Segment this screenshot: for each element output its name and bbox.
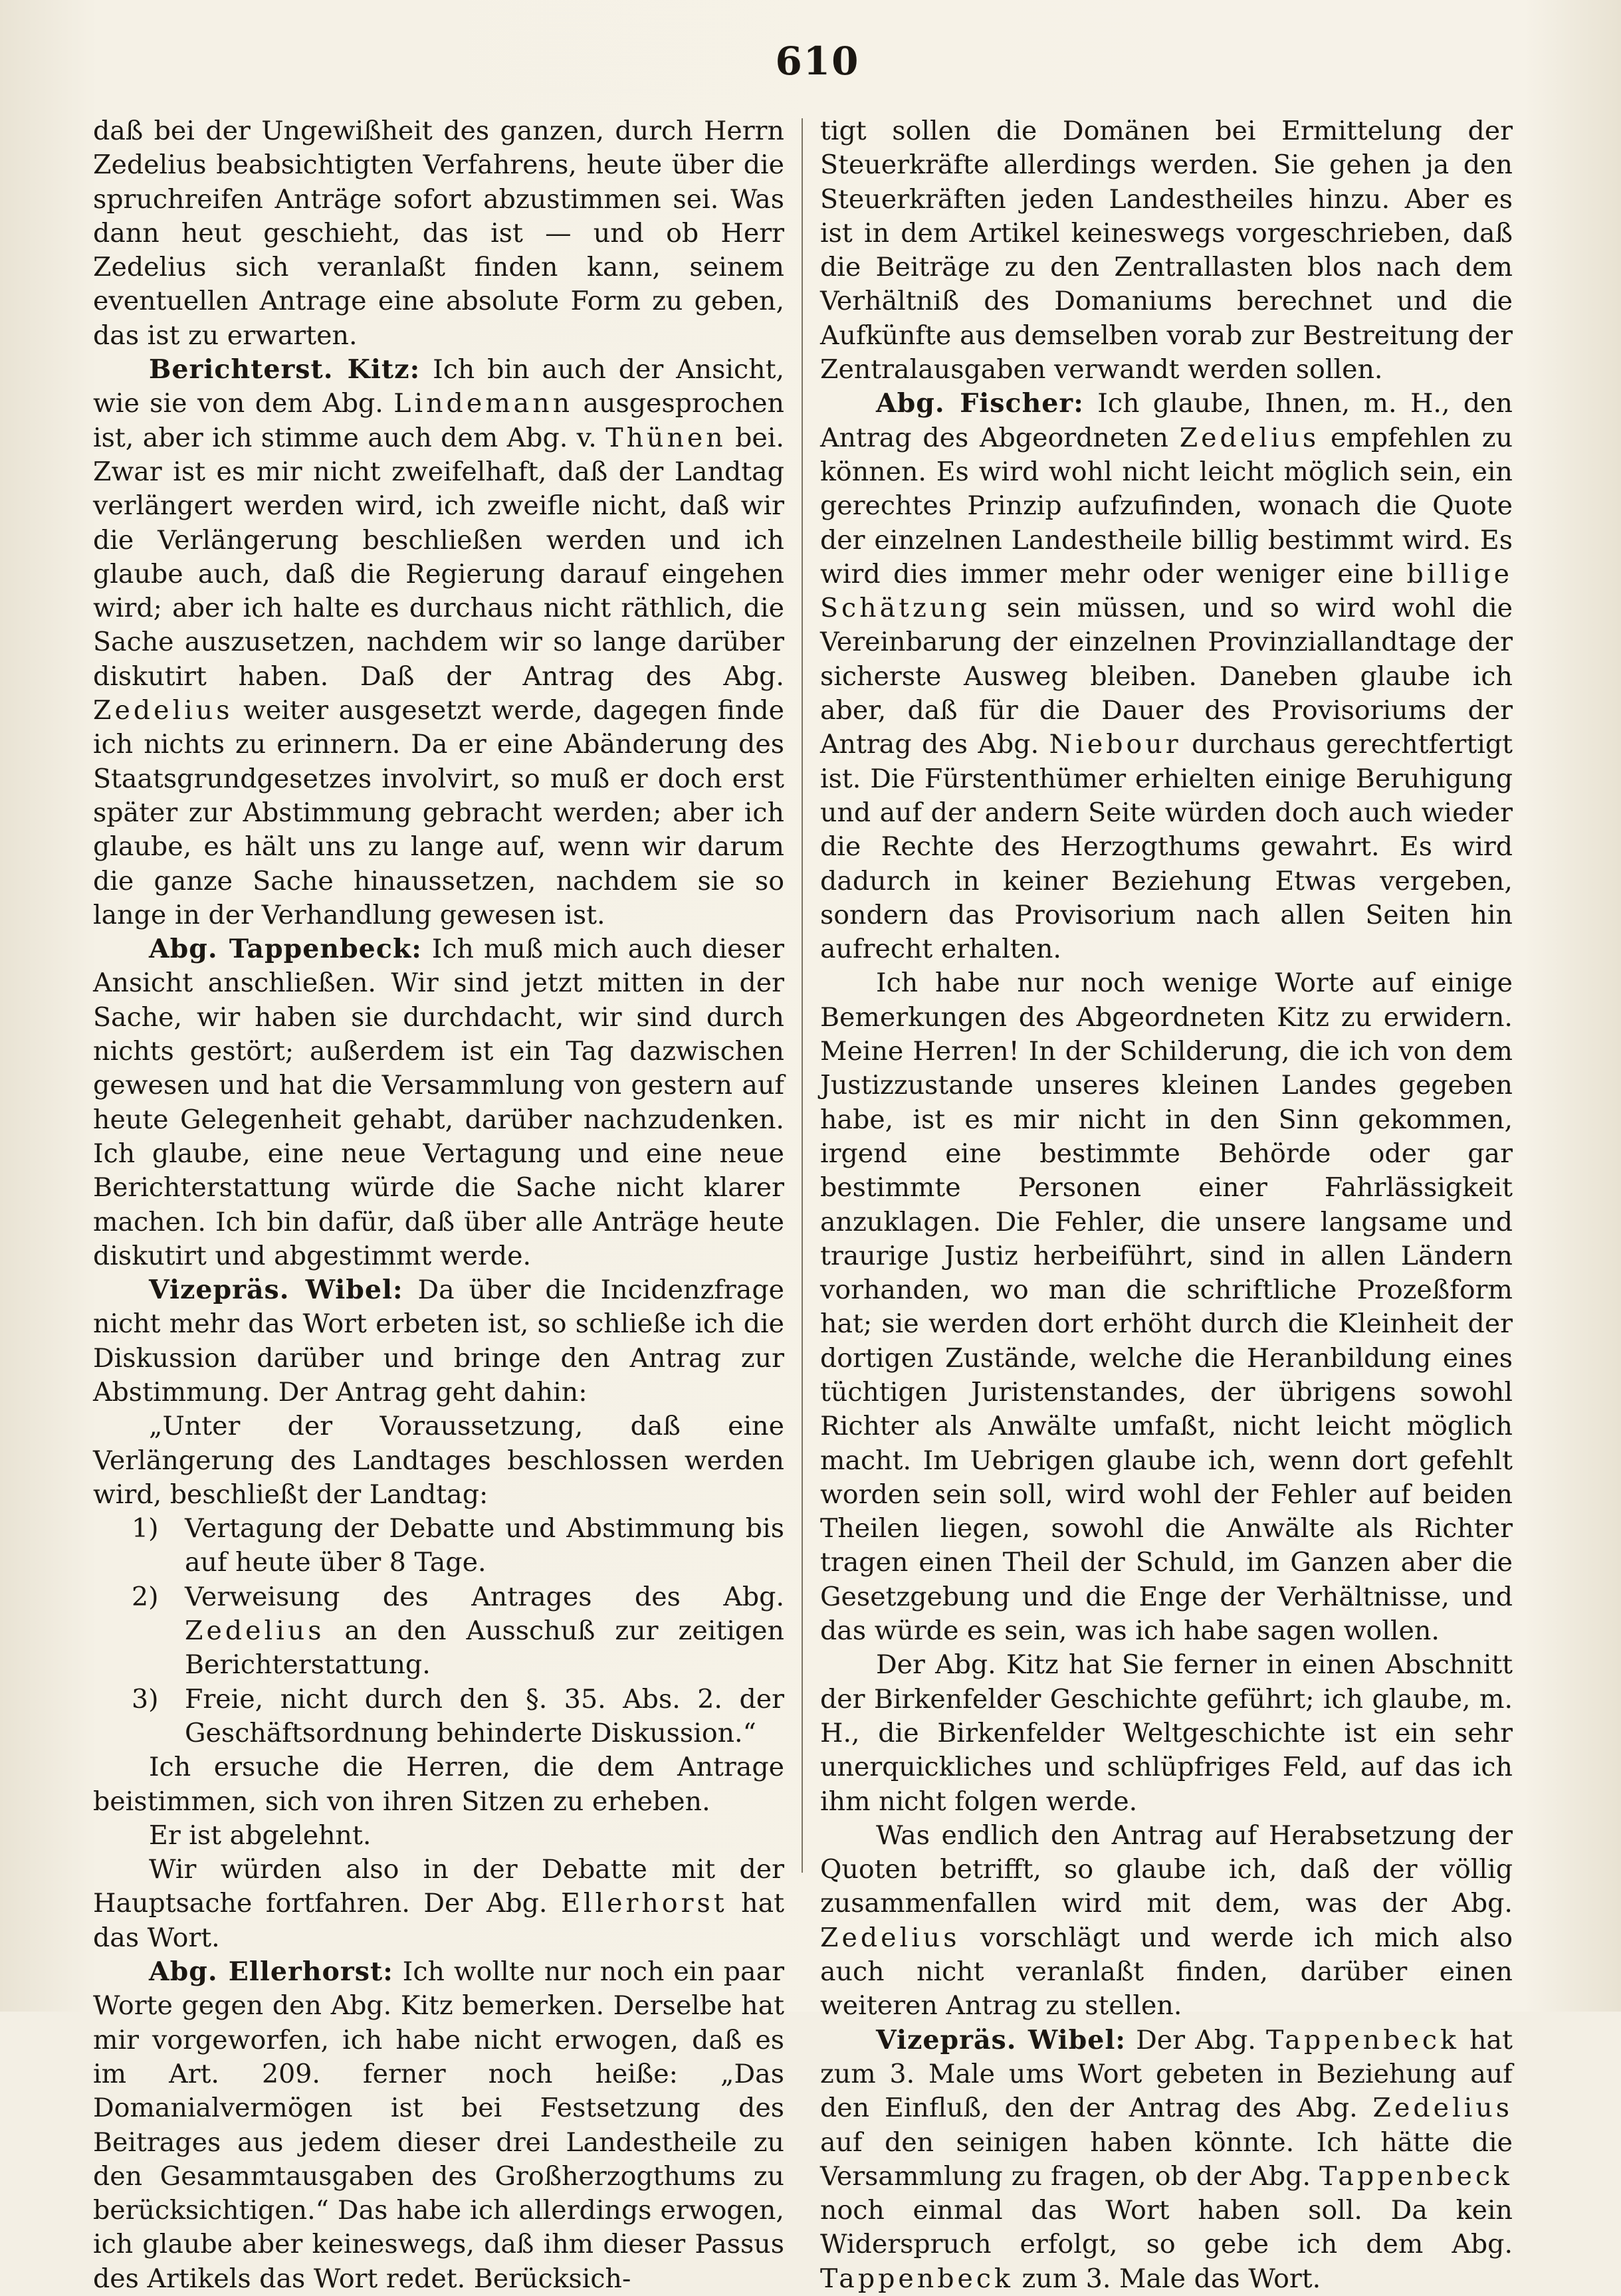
motion-item-number: 2) (132, 1581, 159, 1612)
column-divider (802, 118, 803, 1873)
person-name: Ellerhorst (561, 1888, 728, 1919)
left-column (93, 114, 784, 2296)
speaker-name: Vizepräs. Wibel: (149, 1275, 403, 1306)
speaker-name: Abg. Fischer: (876, 388, 1084, 419)
person-name: Tappenbeck (1319, 2160, 1513, 2192)
person-name: Lindemann (393, 388, 574, 419)
paragraph-text: empfehlen zu können. Es wird wohl nicht leicht möglich sein, ein gerechtes Prinzip aufzufinden, wonach die Quote der einzelnen Landestheile billig bestimmt wird. Es wird dies immer mehr oder weniger eine (820, 422, 1513, 589)
motion-intro: „Unter der Voraussetzung, daß eine Verlängerung des Landtages beschlossen werden wird, beschließt der Landtag: (93, 1411, 784, 1510)
person-name: Zedelius (93, 695, 233, 726)
paragraph-text: weiter ausgesetzt werde, dagegen finde ich nichts zu erinnern. Da er eine Abänderung des Staatsgrundgesetzes involvirt, so muß er doch erst später zur Abstimmung gebracht werden; aber ich glaube, es hält uns zu lange auf, wenn wir darum die ganze Sache hinaussetzen, nachdem sie so lange in der Verhandlung gewesen ist. (93, 695, 784, 930)
paragraph: daß bei der Ungewißheit des ganzen, durch Herrn Zedelius beabsichtigten Verfahrens, heute über die spruchreifen Anträge sofort abzustimmen sei. Was dann heut geschieht, das ist — und ob Herr Zedelius sich veranlaßt finden kann, seinem eventuellen Antrage eine absolute Form zu geben, das ist zu erwarten. (93, 116, 784, 351)
paragraph-text: durchaus gerechtfertigt ist. Die Fürstenthümer erhielten einige Beruhigung und auf der andern Seite würden doch auch wieder die Rechte des Herzogthums gewahrt. Es wird dadurch in keiner Beziehung Etwas vergeben, sondern das Provisorium nach allen Seiten hin aufrecht erhalten. (820, 729, 1513, 965)
emphasis: billige Schätzung (820, 558, 1513, 624)
motion-item (132, 1580, 784, 1683)
paragraph-text: Da über die Incidenzfrage nicht mehr das Wort erbeten ist, so schließe ich die Diskussion darüber und bringe den Antrag zur Abstimmung. Der Antrag geht dahin: (93, 1275, 784, 1408)
paragraph: Er ist abgelehnt. (149, 1820, 372, 1851)
person-name: Thünen (605, 422, 726, 453)
paragraph: Ich ersuche die Herren, die dem Antrage beistimmen, sich von ihren Sitzen zu erheben. (93, 1752, 784, 1817)
person-name: Tappenbeck (820, 2263, 1014, 2294)
paragraph (93, 1853, 784, 1955)
motion-item-number: 1) (132, 1513, 159, 1544)
person-name: Zedelius (185, 1616, 325, 1647)
paragraph-text: Was endlich den Antrag auf Herabsetzung der Quoten betrifft, so glaube ich, daß der völlig zusammenfallen wird mit dem, was der Abg. (820, 1820, 1513, 1919)
paragraph-tappenbeck (93, 932, 784, 1273)
speaker-name: Vizepräs. Wibel: (876, 2024, 1126, 2055)
motion-item-text-part: Verweisung des Antrages des Abg. (185, 1581, 784, 1612)
motion-item-text: Freie, nicht durch den §. 35. Abs. 2. der Geschäftsordnung behinderte Diskussion.“ (185, 1683, 784, 1748)
right-column (820, 114, 1513, 2296)
paragraph-text: bei. Zwar ist es mir nicht zweifelhaft, daß der Landtag verlängert werden wird, ich zweifle nicht, daß wir die Verlängerung beschließen werden und ich glaube auch, daß die Regierung darauf eingehen wird; aber ich halte es durchaus nicht räthlich, die Sache auszusetzen, nachdem wir so lange darüber diskutirt haben. Daß der Antrag des Abg. (93, 422, 784, 692)
paragraph-text: Ich bin auch der Ansicht, wie sie von dem Abg. (93, 354, 785, 419)
speaker-name: Abg. Ellerhorst: (149, 1956, 393, 1988)
motion-item-text: Vertagung der Debatte und Abstimmung bis auf heute über 8 Tage. (185, 1513, 784, 1578)
paragraph-text: zum 3. Male das Wort. (1022, 2263, 1321, 2294)
paragraph-text: auf den seinigen haben könnte. Ich hätte die Versammlung zu fragen, ob der Abg. (820, 2127, 1513, 2192)
paragraph-wibel (93, 1273, 784, 1409)
paragraph-wibel (820, 2024, 1513, 2296)
paragraph-text: ausgesprochen ist, aber ich stimme auch dem Abg. v. (93, 388, 784, 453)
person-name: Tappenbeck (1266, 2024, 1459, 2055)
paragraph-text: Ich wollte nur noch ein paar Worte gegen den Abg. Kitz bemerken. Derselbe hat mir vorgeworfen, ich habe nicht erwogen, daß es im Art. 209. ferner noch heiße: „Das Domanialvermögen ist bei Festsetzung des Beitrages aus jedem dieser drei Landestheile zu den Gesammtausgaben des Großherzogthums zu berücksichtigen.“ Das habe ich allerdings erwogen, ich glaube aber keineswegs, daß ihm dieser Passus des Artikels das Wort redet. Berücksich- (93, 1956, 784, 2294)
paragraph-text: Der Abg. (1136, 2024, 1256, 2055)
paragraph-text: Wir würden also in der Debatte mit der Hauptsache fortfahren. Der Abg. (93, 1854, 784, 1919)
paragraph-text: hat zum 3. Male ums Wort gebeten in Beziehung auf den Einfluß, den der Antrag des Abg. (820, 2024, 1513, 2124)
paragraph-text: sein müssen, und so wird wohl die Vereinbarung der einzelnen Provinziallandtage der sicherste Ausweg bleiben. Daneben glaube ich aber, daß für die Dauer des Provisoriums der Antrag des Abg. (820, 593, 1513, 760)
page-number: 610 (775, 39, 860, 84)
speaker-name: Abg. Tappenbeck: (149, 934, 422, 965)
paragraph-kitz (93, 353, 784, 932)
person-name: Zedelius (820, 1922, 960, 1953)
paragraph-ellerhorst (93, 1955, 784, 2296)
person-name: Niebour (1049, 729, 1182, 760)
speaker-name: Berichterst. Kitz: (149, 354, 421, 385)
person-name: Zedelius (1372, 2093, 1513, 2124)
motion-item (132, 1683, 784, 1751)
motion-item-number: 3) (132, 1683, 159, 1715)
motion-item-text (185, 1580, 784, 1683)
paragraph-text: Ich muß mich auch dieser Ansicht anschließen. Wir sind jetzt mitten in der Sache, wir haben sie durchdacht, wir sind durch nichts gestört; außerdem ist ein Tag dazwischen gewesen und hat die Versammlung von gestern auf heute Gelegenheit gehabt, darüber nachzudenken. Ich glaube, eine neue Vertagung und eine neue Berichterstattung würde die Sache nicht klarer machen. Ich bin dafür, daß über alle Anträge heute diskutirt und abgestimmt werde. (93, 934, 785, 1271)
paragraph-text: noch einmal das Wort haben soll. Da kein Widerspruch erfolgt, so gebe ich dem Abg. (820, 2195, 1513, 2260)
paragraph: Ich habe nur noch wenige Worte auf einige Bemerkungen des Abgeordneten Kitz zu erwidern. Meine Herren! In der Schilderung, die ich von dem Justizzustande unseres kleinen Landes gegeben habe, ist es mir nicht in den Sinn gekommen, irgend eine bestimmte Behörde oder gar bestimmte Personen einer Fahrlässigkeit anzuklagen. Die Fehler, die unsere langsame und traurige Justiz herbeiführt, sind in allen Ländern vorhanden, wo man die schriftliche Prozeßform hat; sie werden dort erhöht durch die Kleinheit der dortigen Zustände, welche die Heranbildung eines tüchtigen Juristenstandes, der übrigens sowohl Richter als Anwälte umfaßt, nicht leicht möglich macht. Im Uebrigen glaube ich, wenn dort gefehlt worden sein soll, wird wohl der Fehler auf beiden Theilen liegen, sowohl die Anwälte als Richter tragen einen Theil der Schuld, im Ganzen aber die Gesetzgebung und die Enge der Verhältnisse, und das würde es sein, was ich habe sagen wollen. (820, 968, 1513, 1647)
paragraph: Der Abg. Kitz hat Sie ferner in einen Abschnitt der Birkenfelder Geschichte geführt; ich glaube, m. H., die Birkenfelder Weltgeschichte ist ein sehr unerquickliches und schlüpfriges Feld, auf das ich ihm nicht folgen werde. (820, 1649, 1513, 1817)
paragraph-text: vorschlägt und werde ich mich also auch nicht veranlaßt finden, darüber einen weiteren Antrag zu stellen. (820, 1922, 1513, 2022)
paragraph: tigt sollen die Domänen bei Ermittelung der Steuerkräfte allerdings werden. Sie gehen ja den Steuerkräften jeden Landestheiles hinzu. Aber es ist in dem Artikel keineswegs vorgeschrieben, daß die Beiträge zu den Zentrallasten blos nach dem Verhältniß des Domaniums berechnet und die Aufkünfte aus demselben vorab zur Bestreitung der Zentralausgaben verwandt werden sollen. (820, 116, 1513, 385)
paragraph-fischer (820, 387, 1513, 966)
motion-item (132, 1512, 784, 1580)
paragraph (820, 1819, 1513, 2024)
person-name: Zedelius (1179, 422, 1320, 453)
paragraph-text: hat das Wort. (93, 1888, 784, 1953)
motion-item-text-part: an den Ausschuß zur zeitigen Berichterstattung. (185, 1616, 784, 1681)
paragraph-text: Ich glaube, Ihnen, m. H., den Antrag des Abgeordneten (820, 388, 1513, 453)
